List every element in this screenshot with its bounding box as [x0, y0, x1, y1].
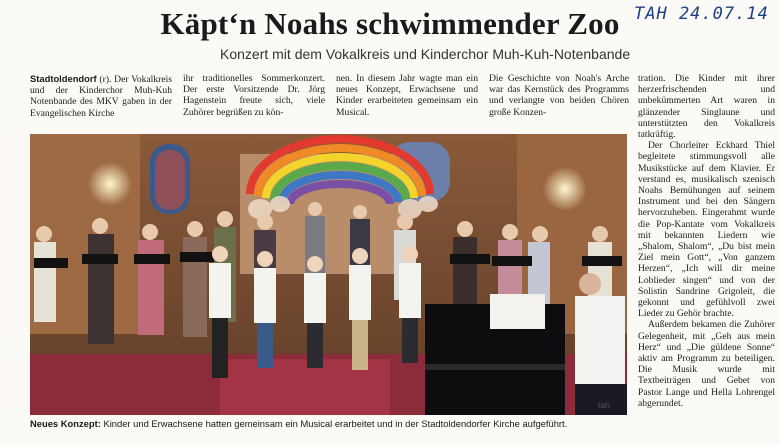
text-column-2	[183, 73, 325, 118]
text-column-4	[489, 73, 629, 118]
column-1-text: (r). Der Vokalkreis und der Kinderchor Muh-Kuh Notenbande des MKV gaben in der Evangelischen Kirche	[30, 74, 172, 119]
column-2-text: ihr traditionelles Sommerkonzert. Der erste Vorsitzende Dr. Jörg Hagenstein freute sich, viele Zuhörer begrüßen zu kön-	[183, 73, 325, 118]
text-column-1	[30, 73, 172, 119]
photo-credit: tah	[598, 400, 610, 410]
caption-text: Kinder und Erwachsene hatten gemeinsam ein Musical erarbeitet und in der Stadtoldendorfer Kirche aufgeführt.	[100, 418, 568, 429]
concert-photo	[30, 134, 627, 415]
text-column-3	[336, 73, 478, 118]
column-3-text: nen. In diesem Jahr wagte man ein neues Konzept, Erwachsene und Kinder erarbeiteten gemeinsam ein Musical.	[336, 73, 478, 118]
dateline-location: Stadtoldendorf	[30, 73, 97, 84]
column-4-text: Die Geschichte von Noah's Arche war das Kernstück des Programms und verlangte von beiden Chören große Konzen-	[489, 73, 629, 118]
text-column-5	[638, 73, 775, 409]
subheadline: Konzert mit dem Vokalkreis und Kinderchor Muh-Kuh-Notenbande	[220, 46, 631, 62]
concert-photo-illustration	[30, 134, 627, 415]
caption-lead: Neues Konzept:	[30, 418, 101, 429]
column-5-paragraph-1: tration. Die Kinder mit ihrer herzerfrischenden und unbekümmerten Art waren in glänzender Singlaune und unterstützten den Vokalkreis tatkräftig.	[638, 73, 775, 141]
headline: Käpt‘n Noahs schwimmender Zoo	[160, 6, 620, 41]
column-5-paragraph-2: Der Chorleiter Eckhard Thiel begleitete stimmungsvoll alle Musikstücke auf dem Klavier. Er verstand es, musikalisch szenisch Noahs Bemühungen auf seinem Instrument und bei den Sängern hervorzuheben. Eingerahmt wurde die Pop-Kantate vom Vokalkreis mit bekannten Liedern wie „Shalom, Shalom“, „Du bist mein Ziel mein Gott“, „Von ganzem Herzen“, „Ich will dir meine Loblieder singen“ und von der Solistin Sandrine Grigoleit, die gekonnt und gefühlvoll zwei Lieder zu Gehör brachte.	[638, 140, 775, 320]
column-5-paragraph-3: Außerdem bekamen die Zuhörer Gelegenheit, mit „Geh aus mein Herz“ und „Die güldene Sonne“ aktiv am Programm zu beteiligen. Die Musik wurde mit Textbeiträgen und Gebet von Pastor Lange und Hella Lohrengel abgerundet.	[638, 319, 775, 409]
handwritten-date-stamp: TAH 24.07.14	[634, 4, 769, 24]
photo-caption	[30, 418, 627, 429]
